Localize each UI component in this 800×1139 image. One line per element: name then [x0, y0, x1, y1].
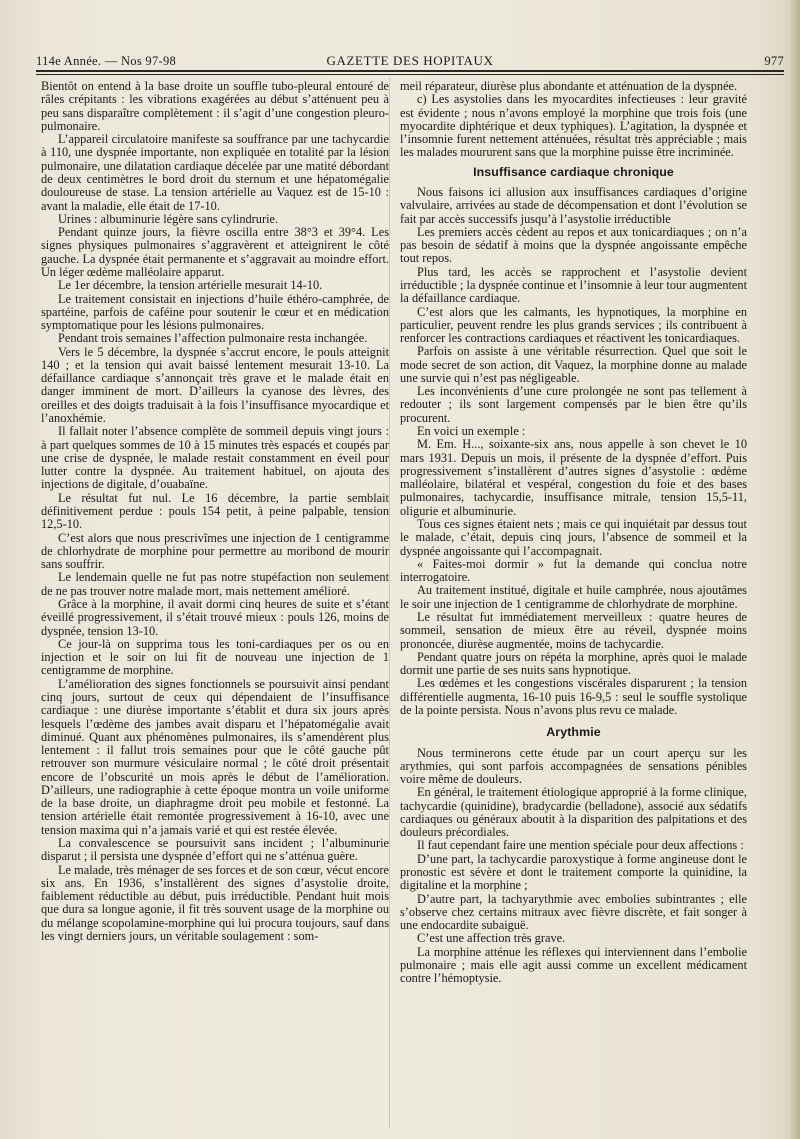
section-heading-arythmie: Arythmie — [546, 725, 601, 740]
paragraph: Pendant quatre jours on répéta la morphine, après quoi le malade dormit une partie de ses nuits sans hypnotique. — [400, 649, 747, 678]
paragraph: D’une part, la tachycardie paroxystique à forme angineuse dont le pronostic est sévère et dont le traitement comporte la quinidine, la digitaline et la morphine ; — [400, 851, 747, 893]
header-rule-thick — [36, 70, 784, 72]
paragraph: D’autre part, la tachyarythmie avec embolies subintrantes ; elle s’observe chez certains mitraux avec fièvre discrète, et fait songer à une endocardite subaiguë. — [400, 891, 747, 933]
paragraph: Il fallait noter l’absence complète de sommeil depuis vingt jours : à part quelques sommes de 10 à 15 minutes très espacés et coupés par une crise de dyspnée, le malade restait constamment en éveil pour lutter contre la dyspnée. Au traitement habituel, on ajouta des injections de digitale, d’ouabaïne. — [41, 424, 389, 492]
paragraph: Le malade, très ménager de ses forces et de son cœur, vécut encore six ans. En 1936, s’installèrent des signes d’asystolie droite, faiblement réductible au début, puis irréductible. Pendant huit mois que dura sa longue agonie, il fit très souvent usage de la morphine ou du mélange scopolamine-morphine qui lui procura toujours, sauf dans les vingt derniers jours, un véritable soulagement : som- — [41, 862, 389, 943]
paragraph: C’est alors que nous prescrivîmes une injection de 1 centigramme de chlorhydrate de morphine pour permettre au moribond de mourir sans souffrir. — [41, 530, 389, 572]
paragraph: Au traitement institué, digitale et huile camphrée, nous ajoutâmes le soir une injection de 1 centigramme de chlorhydrate de morphine. — [400, 583, 747, 611]
paragraph: Il faut cependant faire une mention spéciale pour deux affections : — [417, 838, 744, 853]
paragraph: Le résultat fut nul. Le 16 décembre, la partie semblait définitivement perdue : pouls 154 petit, à peine palpable, tension 12,5-10. — [41, 490, 389, 532]
paragraph: c) Les asystolies dans les myocardites infectieuses : leur gravité est évidente ; nous n’avons employé la morphine que trois fois (une myocardite diphtérique et deux typhiques). L’agitation, la dyspnée et l’insomnie furent nettement atténuées, résultat très appréciable ; mais les malades moururent sans que la morphine puisse être incriminée. — [400, 92, 747, 160]
issue-number: 114e Année. — Nos 97-98 — [36, 54, 177, 68]
paragraph: Les œdèmes et les congestions viscérales disparurent ; la tension différentielle augmenta, 16-10 puis 16-9,5 : seul le souffle systolique de la pointe persista. Nous n’avons plus revu ce malade. — [400, 676, 747, 717]
page-number: 977 — [764, 54, 784, 68]
paragraph: Ce jour-là on supprima tous les toni-cardiaques per os ou en injection et le soir on lui fit de nouveau une injection de 1 centigramme de morphine. — [41, 636, 389, 678]
paragraph: C’est une affection très grave. — [417, 931, 566, 946]
paragraph: Les premiers accès cèdent au repos et aux tonicardiaques ; on n’a pas besoin de sédatif à moins que la dyspnée angoissante empêche tout repos. — [400, 224, 747, 266]
paragraph: En voici un exemple : — [417, 424, 526, 439]
paragraph: Les inconvénients d’une cure prolongée ne sont pas tellement à redouter ; ils sont largement compensés par le bien être qu’ils procurent. — [400, 384, 747, 425]
page-header — [36, 50, 784, 70]
column-divider — [389, 78, 390, 1128]
left-column — [41, 80, 389, 943]
paragraph: Vers le 5 décembre, la dyspnée s’accrut encore, le pouls atteignit 140 ; et la tension qui avait baissé lentement mesurait 13-10. La défaillance cardiaque s’annonçait très grave et le malade était en danger imminent de mort. D’ailleurs la cyanose des lèvres, des oreilles et des doigts traduisait à la fois l’insuffisance myocardique et l’anoxhémie. — [41, 344, 389, 426]
paragraph: La morphine atténue les réflexes qui interviennent dans l’embolie pulmonaire ; mais elle agit aussi comme un excellent médicament contre l’hémoptysie. — [400, 944, 747, 986]
journal-title: GAZETTE DES HOPITAUX — [326, 53, 494, 68]
paragraph: Le résultat fut immédiatement merveilleux : quatre heures de sommeil, sensation de mieux être au réveil, dyspnée moins prononcée, diurèse augmentée, moins de tachycardie. — [400, 609, 747, 651]
paragraph: Le 1er décembre, la tension artérielle mesurait 14-10. — [58, 278, 323, 293]
right-column — [400, 80, 747, 986]
paragraph: M. Em. H..., soixante-six ans, nous appelle à son chevet le 10 mars 1931. Depuis un mois, il présente de la dyspnée d’effort. Puis progressivement s’installèrent d’autres signes d’asystolie : œdème malléolaire, bilatéral et vespéral, congestion du foie et des bases pulmonaires, tachycardie, insuffisance mitrale, tension 15,5-11, oligurie et albuminurie. — [400, 437, 747, 518]
paragraph: Le traitement consistait en injections d’huile éthéro-camphrée, de spartéine, parfois de caféine pour soutenir le cœur et en médication symptomatique pour les lésions pulmonaires. — [41, 291, 389, 333]
paragraph: C’est alors que les calmants, les hypnotiques, la morphine en particulier, peuvent rendre les plus grands services ; ils contribuent à renforcer les contractions cardiaques et réactivent les tonicardiaques. — [400, 304, 747, 346]
paragraph: L’amélioration des signes fonctionnels se poursuivit ainsi pendant cinq jours, surtout de ceux qui dépendaient de l’insuffisance cardiaque : une diurèse importante s’établit et dura six jours après lesquels l’œdème des jambes avait disparu et l’hépatomégalie avait diminué. Quant aux phénomènes pulmonaires, ils s’amendèrent plus lentement : il fallut trois semaines pour que le côté gauche pût retrouver son murmure vésiculaire normal ; le côté droit présentait encore de l’obscurité un mois après le début de l’amélioration. D’ailleurs, une radiographie à cette époque montra un voile uniforme de la base droite, un diaphragme droit peu mobile et festonné. La tension artérielle était remontée progressivement à 16-10, avec une tension maxima qui n’a jamais varié et qui est restée élevée. — [41, 676, 389, 837]
paragraph: Nous faisons ici allusion aux insuffisances cardiaques d’origine valvulaire, arrivées au stade de décompensation et dont l’évolution se fait par accès successifs jusqu’à l’asystolie irréductible — [400, 184, 747, 226]
paragraph: Bientôt on entend à la base droite un souffle tubo-pleural entouré de râles crépitants : les vibrations exagérées au début s’atténuent peu à peu sans disparaître complètement : il s’agit d’une congestion pleuro-pulmonaire. — [41, 79, 389, 133]
paragraph: Pendant trois semaines l’affection pulmonaire resta inchangée. — [58, 331, 368, 346]
paragraph: Pendant quinze jours, la fièvre oscilla entre 38°3 et 39°4. Les signes physiques pulmonaires s’aggravèrent et atteignirent le côté gauche. La dyspnée était permanente et s’aggravait au moindre effort. Un léger œdème malléolaire apparut. — [41, 225, 389, 279]
paragraph: Le lendemain quelle ne fut pas notre stupéfaction non seulement de ne pas trouver notre malade mort, mais nettement amélioré. — [41, 570, 389, 598]
paragraph: Urines : albuminurie légère sans cylindrurie. — [58, 211, 279, 226]
page-binding-edge — [790, 0, 800, 1139]
header-rule-thin — [36, 74, 784, 75]
paragraph: Grâce à la morphine, il avait dormi cinq heures de suite et s’étant éveillé progressivement, il s’était trouvé mieux : pouls 126, moins de dyspnée, tension 13-10. — [41, 596, 389, 638]
paragraph: La convalescence se poursuivit sans incident ; l’albuminurie disparut ; il persista une dyspnée d’effort qui ne s’atténua guère. — [41, 836, 389, 864]
section-heading-chronic-insufficiency: Insuffisance cardiaque chronique — [473, 164, 674, 179]
paragraph: En général, le traitement étiologique approprié à la forme clinique, tachycardie (quinidine), bradycardie (belladone), associé aux sédatifs cardiaques ou généraux aboutit à la disparition des palpitations et des douleurs précordiales. — [400, 785, 747, 840]
paragraph: meil réparateur, diurèse plus abondante et atténuation de la dyspnée. — [400, 79, 738, 93]
paragraph: L’appareil circulatoire manifeste sa souffrance par une tachycardie à 110, une dyspnée importante, non expliquée en totalité par la lésion pulmonaire, une dilatation cardiaque décelée par une matité débordant de deux centimètres le bord droit du sternum et une hépatomégalie douloureuse de stase. La tension artérielle au Vaquez est de 15-10 : avant la maladie, elle était de 17-10. — [41, 132, 389, 213]
paragraph: Plus tard, les accès se rapprochent et l’asystolie devient irréductible ; la dyspnée continue et l’insomnie à leur tour augmentent la défaillance cardiaque. — [400, 264, 747, 306]
paragraph: Parfois on assiste à une véritable résurrection. Quel que soit le mode secret de son action, dit Vaquez, la morphine donne au malade une survie qui n’est pas négligeable. — [400, 344, 747, 385]
paragraph: Tous ces signes étaient nets ; mais ce qui inquiétait par dessus tout le malade, c’était, depuis cinq jours, l’absence de sommeil et la dyspnée angoissante qui l’accompagnait. — [400, 517, 747, 558]
paragraph: Nous terminerons cette étude par un court aperçu sur les arythmies, qui sont parfois accompagnées de sensations pénibles voire même de douleurs. — [400, 745, 747, 787]
paragraph: « Faites-moi dormir » fut la demande qui conclua notre interrogatoire. — [400, 556, 747, 585]
